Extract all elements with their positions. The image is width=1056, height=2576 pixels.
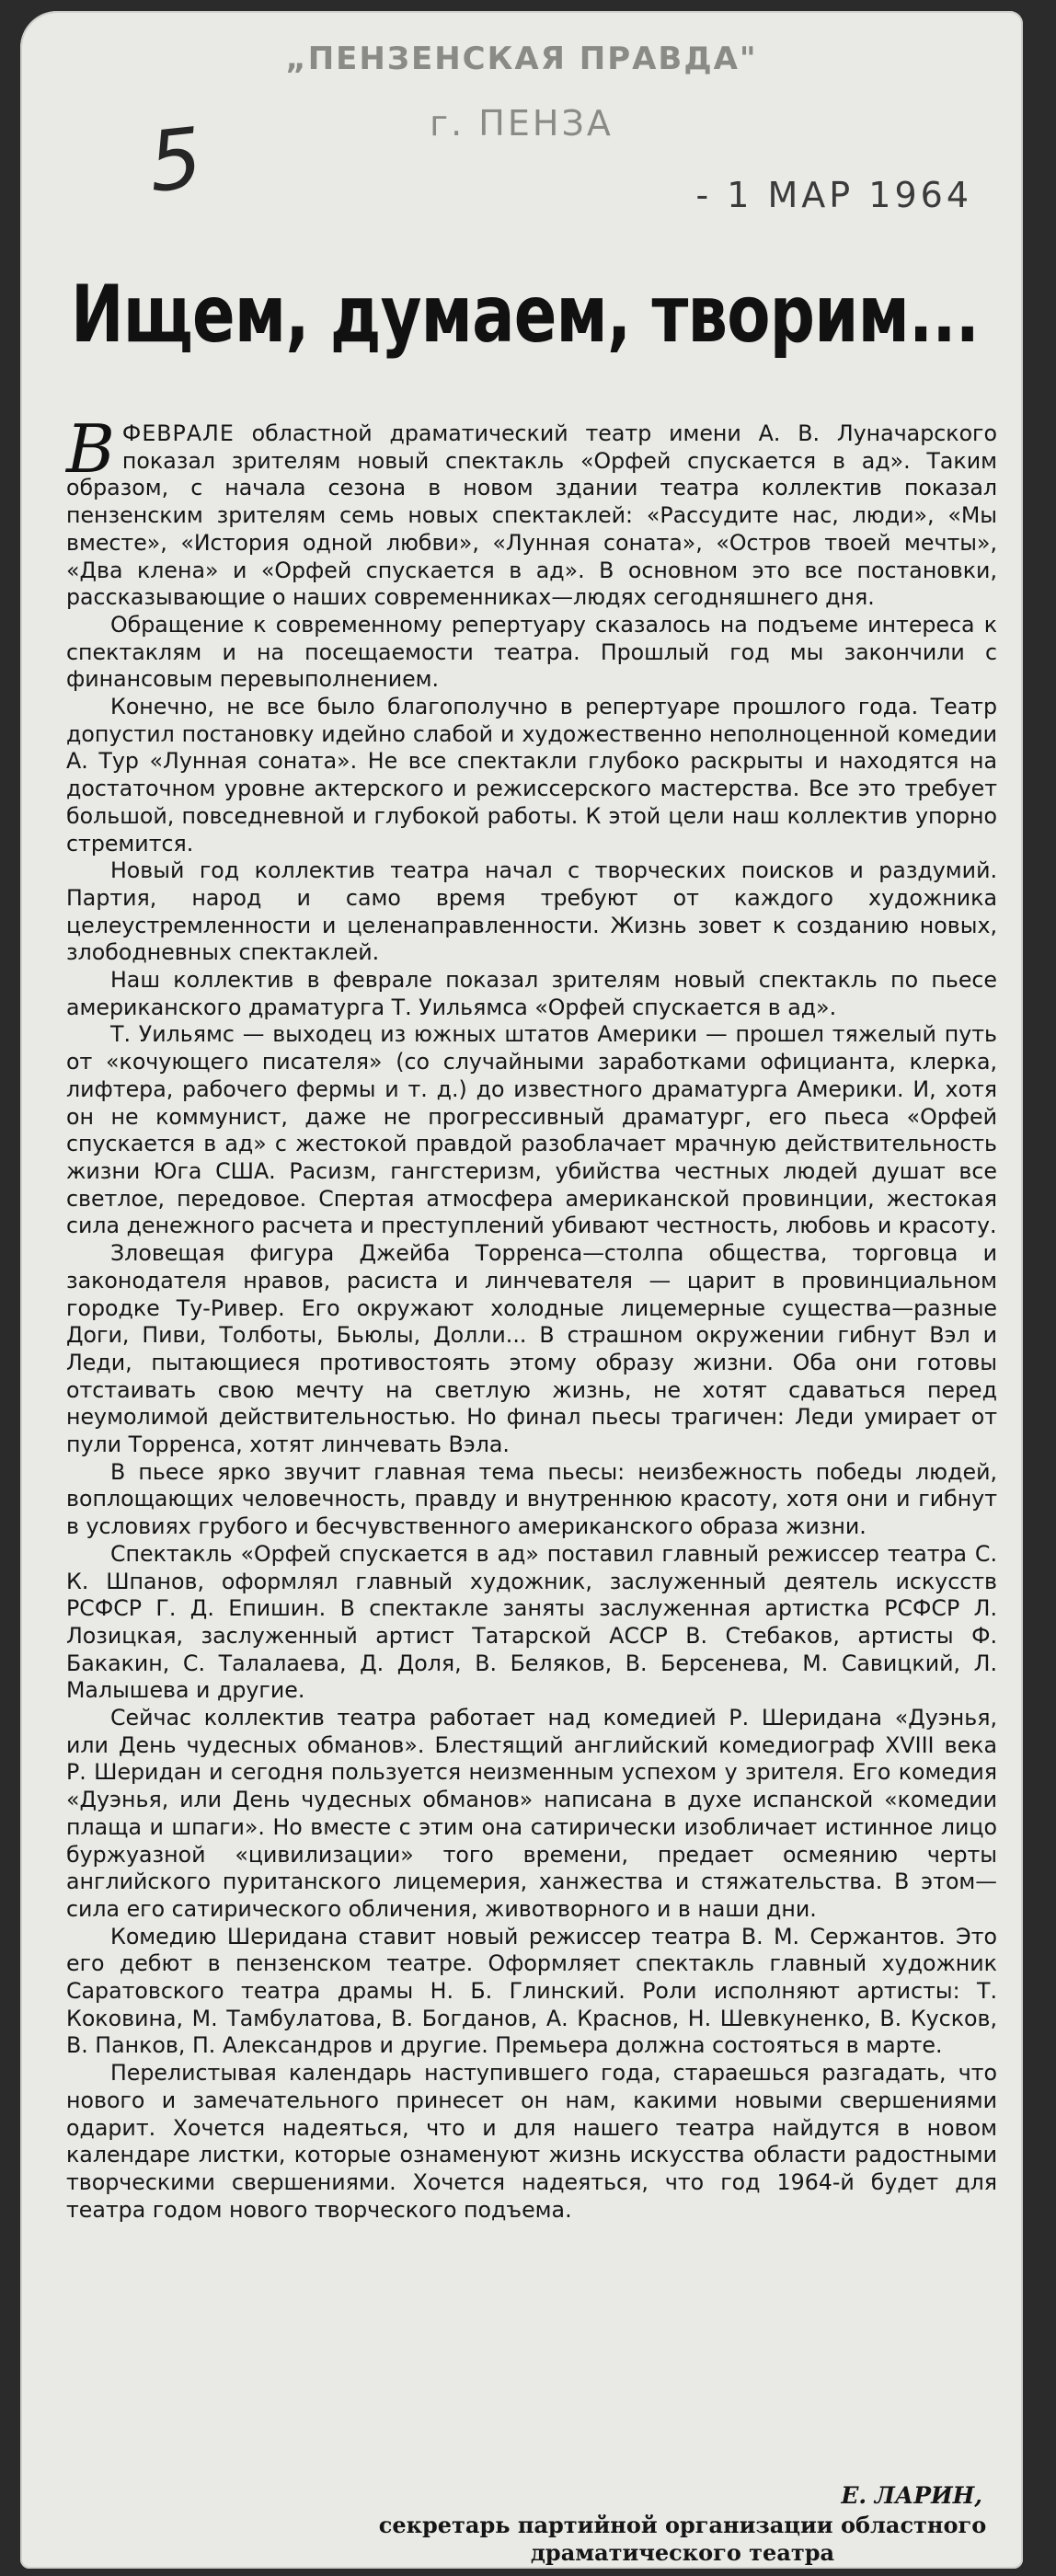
date-stamp: - 1 МАР 1964 bbox=[695, 175, 972, 215]
author-position bbox=[361, 2512, 1004, 2567]
paragraph: Спектакль «Орфей спускается в ад» поставил главный режиссер театра С. К. Шпанов, оформлял главный художник, заслуженный деятель искусств РСФСР Г. Д. Епишин. В спектакле заняты заслуженная артистка РСФСР Л. Лозицкая, заслуженный артист Татарской АССР В. Стебаков, артисты Ф. Бакакин, С. Талалаева, Д. Доля, В. Беляков, В. Берсенева, М. Савицкий, Л. Малышева и другие. bbox=[66, 1540, 997, 1704]
paragraph-1 bbox=[66, 410, 997, 612]
paragraph: Перелистывая календарь наступившего года, стараешься разгадать, что нового и замечательного принесет он нам, какими новыми свершениями одарит. Хочется надеяться, что и для нашего театра найдутся в новом календаре листки, которые ознаменуют жизнь искусства области радостными творческими свершениями. Хочется надеяться, что год 1964-й будет для театра годом нового творческого подъема. bbox=[66, 2060, 997, 2223]
paragraph: Комедию Шеридана ставит новый режиссер театра В. М. Сержантов. Это его дебют в пензенском театре. Оформляет спектакль главный художник Саратовского театра драмы Н. Б. Глинский. Роли исполняют артисты: Т. Коковина, М. Тамбулатова, В. Богданов, А. Краснов, Н. Шевкуненко, В. Кусков, В. Панков, П. Александров и другие. Премьера должна состояться в марте. bbox=[66, 1923, 997, 2059]
paragraph-1-text: областной драматический театр имени А. В. Луначарского показал зрителям новый спектакль «Орфей спускается в ад». Таким образом, с начала сезона в новом здании театра коллектив показал пензенским зрителям семь новых спектаклей: «Рассудите нас, люди», «Мы вместе», «История одной любви», «Лунная соната», «Остров твоей мечты», «Два клена» и «Орфей спускается в ад». В основном это все постановки, рассказывающие о наших современниках—людях сегодняшнего дня. bbox=[66, 420, 997, 611]
newspaper-clipping bbox=[20, 11, 1023, 2569]
paragraph: Обращение к современному репертуару сказалось на подъеме интереса к спектаклям и на посещаемости театра. Прошлый год мы закончили с финансовым перевыполнением. bbox=[66, 611, 997, 693]
author-position-line-1: секретарь партийной организации областного bbox=[378, 2512, 987, 2538]
paragraph: Зловещая фигура Джейба Торренса—столпа общества, торговца и законодателя нравов, расиста и линчевателя — царит в провинциальном городке Ту-Ривер. Его окружают холодные лицемерные существа—разные Доги, Пиви, Толботы, Бьюлы, Долли... В страшном окружении гибнут Вэл и Леди, пытающиеся противостоять этому образу жизни. Оба они готовы отстаивать свою мечту на светлую жизнь, не хотят сдаваться перед неумолимой действительностью. Но финал пьесы трагичен: Леди умирает от пули Торренса, хотят линчевать Вэла. bbox=[66, 1240, 997, 1458]
paragraph: Новый год коллектив театра начал с творческих поисков и раздумий. Партия, народ и само время требуют от каждого художника целеустремленности и целенаправленности. Жизнь зовет к созданию новых, злободневных спектаклей. bbox=[66, 857, 997, 966]
article-headline: Ищем, думаем, творим... bbox=[71, 269, 980, 361]
paragraph: Сейчас коллектив театра работает над комедией Р. Шеридана «Дуэнья, или День чудесных обманов». Блестящий английский комедиограф XVIII века Р. Шеридан и сегодня пользуется неизменным успехом у зрителя. Его комедия «Дуэнья, или День чудесных обманов» написана в духе испанской «комедии плаща и шпаги». Но вместе с этим она сатирически изобличает истинное лицо буржуазной «цивилизации» того времени, предает осмеянию черты английского пуританского лицемерия, ханжества и стяжательства. В этом—сила его сатирического обличения, животворного и в наши дни. bbox=[66, 1705, 997, 1922]
paragraph: В пьесе ярко звучит главная тема пьесы: неизбежность победы людей, воплощающих человечность, правду и внутреннюю красоту, хотя они и гибнут в условиях грубого и бесчувственного американского образа жизни. bbox=[66, 1458, 997, 1540]
paragraph: Наш коллектив в феврале показал зрителям новый спектакль по пьесе американского драматурга Т. Уильямса «Орфей спускается в ад». bbox=[66, 967, 997, 1020]
newspaper-name-stamp: „ПЕНЗЕНСКАЯ ПРАВДА" bbox=[285, 40, 758, 77]
author-signature: Е. ЛАРИН, bbox=[841, 2482, 982, 2509]
lead-in-word: ФЕВРАЛЕ bbox=[121, 420, 235, 446]
author-position-line-2: драматического театра bbox=[530, 2539, 835, 2566]
paragraph: Конечно, не все было благополучно в репертуаре прошлого года. Театр допустил постановку идейно слабой и художественно неполноценной комедии А. Тур «Лунная соната». Не все спектакли глубоко раскрыты и находятся на достаточном уровне актерского и режиссерского мастерства. Все это требует большой, повседневной и глубокой работы. К этой цели наш коллектив упорно стремится. bbox=[66, 694, 997, 857]
paragraph: Т. Уильямс — выходец из южных штатов Америки — прошел тяжелый путь от «кочующего писателя» (со случайными заработками официанта, клерка, лифтера, рабочего фермы и т. д.) до известного драматурга Америки. И, хотя он не коммунист, даже не прогрессивный драматург, его пьеса «Орфей спускается в ад» с жестокой правдой разоблачает мрачную действительность жизни Юга США. Расизм, гангстеризм, убийства честных людей душат все светлое, передовое. Спертая атмосфера американской провинции, жестокая сила денежного расчета и преступлений убивают честность, любовь и красоту. bbox=[66, 1021, 997, 1239]
handwritten-page-number: 5 bbox=[143, 109, 207, 212]
city-stamp: г. ПЕНЗА bbox=[430, 103, 614, 144]
drop-cap: В bbox=[66, 410, 115, 488]
article-body bbox=[66, 410, 997, 2224]
